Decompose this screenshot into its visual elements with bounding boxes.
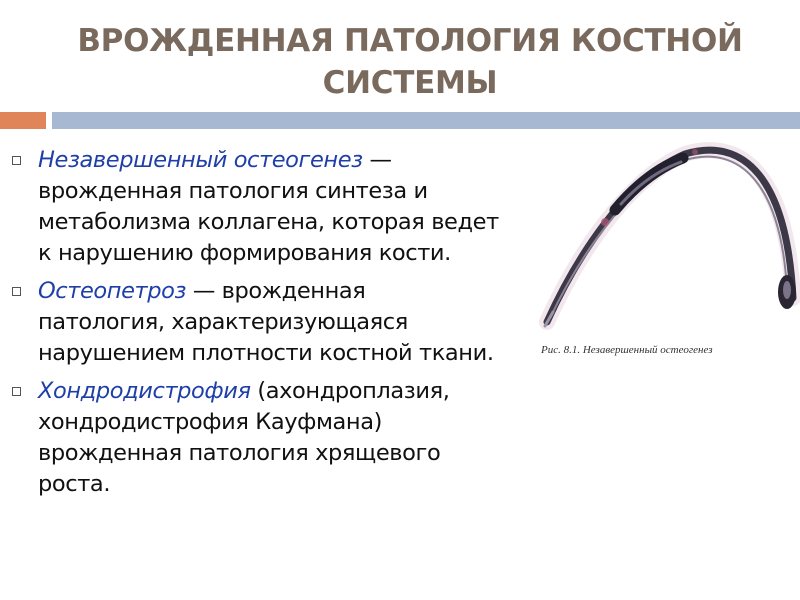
bullet-line: метаболизма коллагена, которая ведет xyxy=(38,209,499,235)
term-label: Хондродистрофия xyxy=(38,378,251,404)
figure-caption: Рис. 8.1. Незавершенный остеогенез xyxy=(541,344,713,356)
bullet-line: врожденная патология хрящевого xyxy=(38,440,441,466)
bullet-list xyxy=(0,145,600,507)
curved-bone-image xyxy=(535,140,800,340)
accent-bar-right xyxy=(52,112,800,129)
square-bullet-icon xyxy=(12,156,21,165)
title-line-2: СИСТЕМЫ xyxy=(322,65,498,101)
bullet-line xyxy=(38,276,600,307)
bullet-item-osteogenesis xyxy=(0,145,600,269)
bullet-line: нарушением плотности костной ткани. xyxy=(38,340,494,366)
bullet-line: роста. xyxy=(38,471,111,497)
bullet-text: — xyxy=(362,147,392,173)
bullet-line xyxy=(38,376,600,407)
bullet-line: хондродистрофия Кауфмана) xyxy=(38,409,383,435)
term-label: Незавершенный остеогенез xyxy=(38,147,363,173)
bullet-item-osteopetrosis xyxy=(0,276,600,369)
square-bullet-icon xyxy=(12,387,21,396)
bullet-line: к нарушению формирования кости. xyxy=(38,240,451,266)
square-bullet-icon xyxy=(12,287,21,296)
bullet-line xyxy=(38,145,600,176)
bullet-line: патология, характеризующаяся xyxy=(38,309,408,335)
bone-figure xyxy=(535,140,800,368)
bullet-text: — врожденная xyxy=(186,278,366,304)
term-label: Остеопетроз xyxy=(38,278,187,304)
slide-title xyxy=(70,20,750,104)
title-line-1: ВРОЖДЕННАЯ ПАТОЛОГИЯ КОСТНОЙ xyxy=(77,23,743,59)
bullet-text: (ахондроплазия, xyxy=(250,378,450,404)
bullet-item-chondrodystrophy xyxy=(0,376,600,500)
accent-bar-left xyxy=(0,112,46,129)
bullet-line: врожденная патология синтеза и xyxy=(38,178,428,204)
